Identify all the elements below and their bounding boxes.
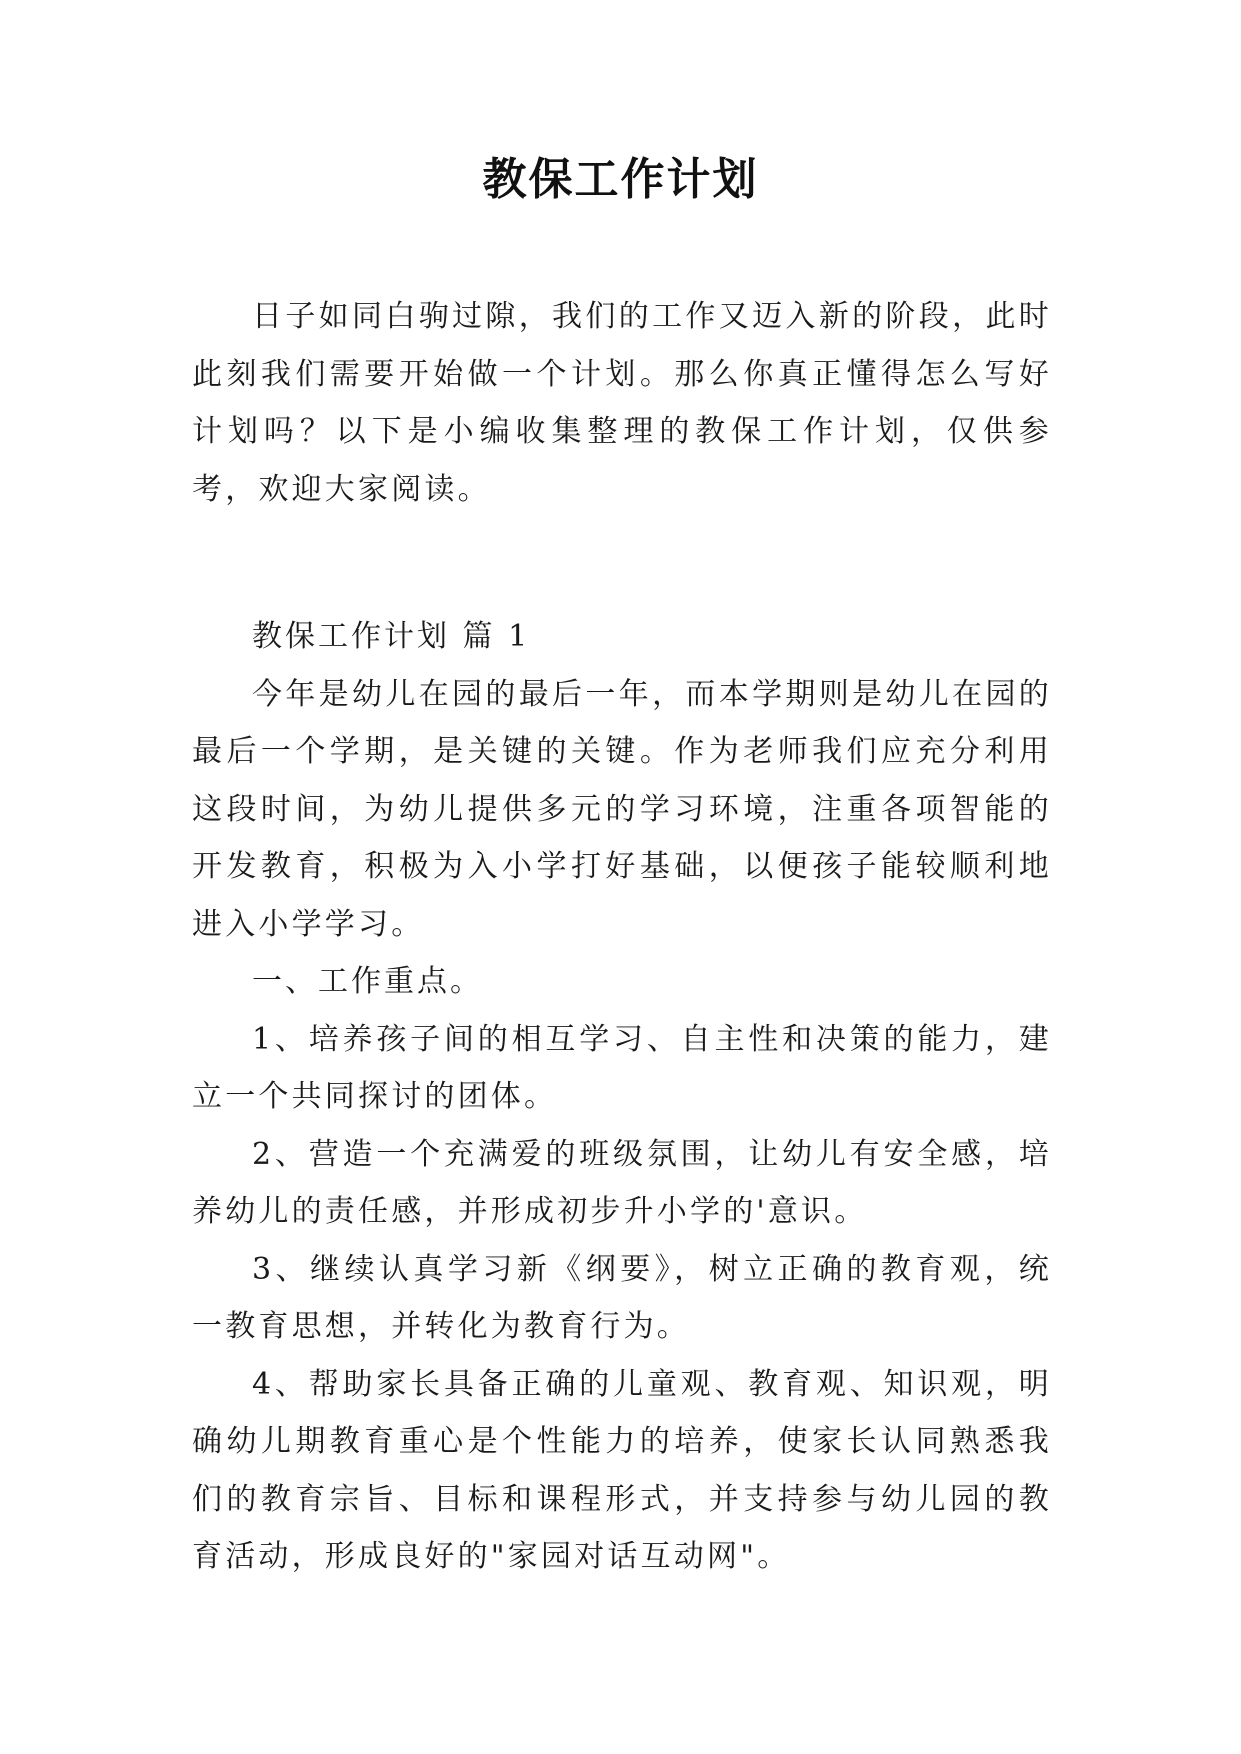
list-item: 2、营造一个充满爱的班级氛围，让幼儿有安全感，培养幼儿的责任感，并形成初步升小学的'意识。	[192, 1136, 1052, 1229]
list-item: 3、继续认真学习新《纲要》，树立正确的教育观，统一教育思想，并转化为教育行为。	[192, 1251, 1052, 1344]
document-body	[192, 288, 1052, 1586]
chapter-intro-paragraph: 今年是幼儿在园的最后一年，而本学期则是幼儿在园的最后一个学期，是关键的关键。作为老师我们应充分利用这段时间，为幼儿提供多元的学习环境，注重各项智能的开发教育，积极为入小学打好基础，以便孩子能较顺利地进入小学学习。	[192, 676, 1052, 942]
list-item: 4、帮助家长具备正确的儿童观、教育观、知识观，明确幼儿期教育重心是个性能力的培养，使家长认同熟悉我们的教育宗旨、目标和课程形式，并支持参与幼儿园的教育活动，形成良好的"家园对话互动网"。	[192, 1366, 1052, 1574]
intro-paragraph: 日子如同白驹过隙，我们的工作又迈入新的阶段，此时此刻我们需要开始做一个计划。那么你真正懂得怎么写好计划吗？以下是小编收集整理的教保工作计划，仅供参考，欢迎大家阅读。	[192, 299, 1052, 507]
document-title: 教保工作计划	[482, 154, 759, 205]
section-heading: 一、工作重点。	[252, 964, 483, 999]
list-item: 1、培养孩子间的相互学习、自主性和决策的能力，建立一个共同探讨的团体。	[192, 1021, 1052, 1114]
chapter-heading: 教保工作计划 篇 1	[252, 619, 531, 654]
